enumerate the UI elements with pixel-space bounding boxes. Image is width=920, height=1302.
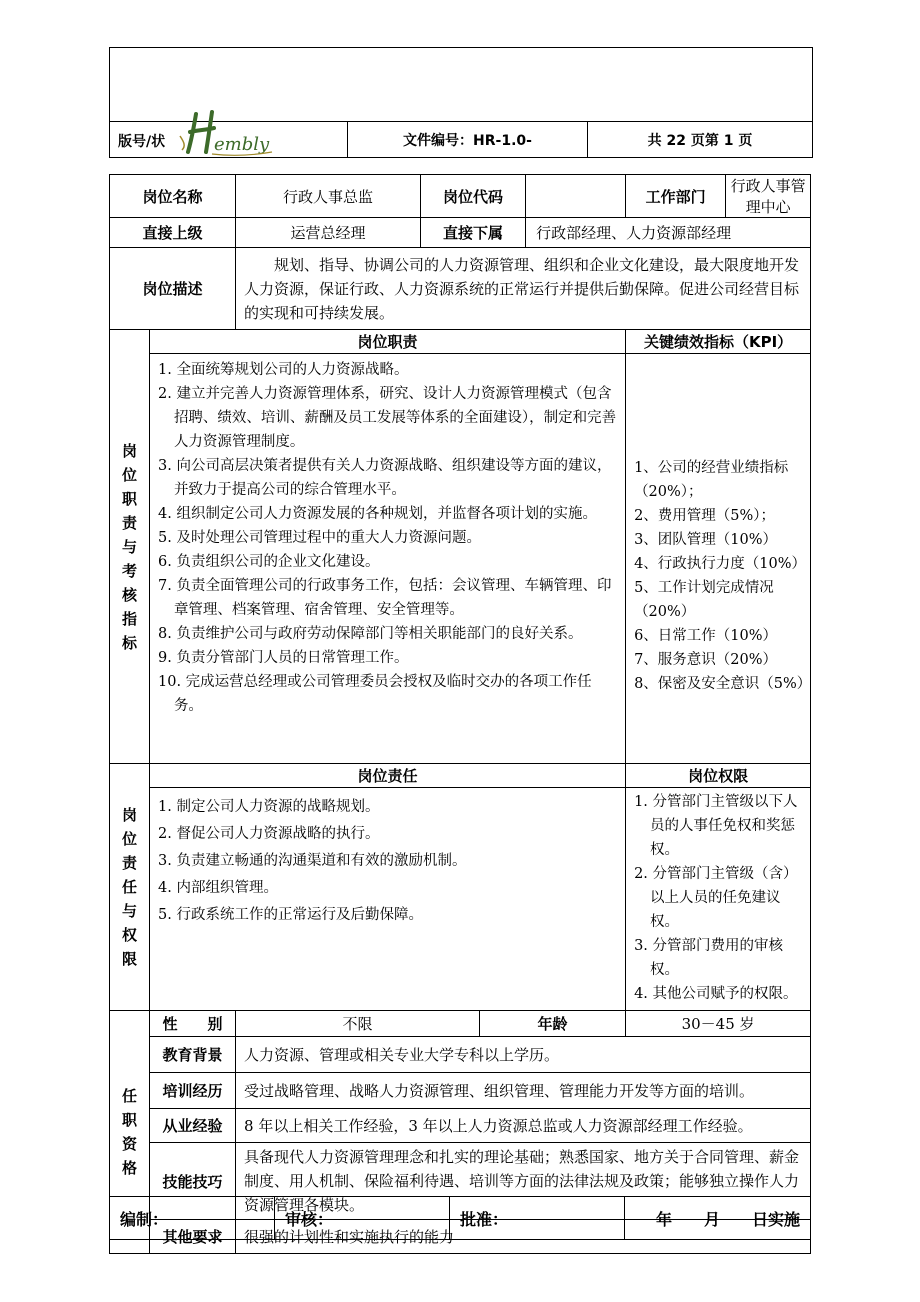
resp-item: 4. 内部组织管理。 <box>158 880 278 896</box>
duty-item: 7. 负责全面管理公司的行政事务工作，包括：会议管理、车辆管理、印章管理、档案管理、宿舍管理、安全管理等。 <box>158 578 612 618</box>
resp-header: 岗位责任 <box>150 764 626 788</box>
duties-header: 岗位职责 <box>150 330 626 354</box>
resp-item: 2. 督促公司人力资源战略的执行。 <box>158 826 380 842</box>
qual-side-label: 任职资格 <box>122 1087 138 1177</box>
job-code-value <box>526 175 626 218</box>
duty-item: 1. 全面统筹规划公司的人力资源战略。 <box>158 362 409 378</box>
editor-label: 编制： <box>110 1197 275 1240</box>
kpi-item: 3、团队管理（10%） <box>634 532 778 548</box>
duties-list <box>150 354 625 722</box>
dept-value: 行政人事管理中心 <box>726 175 811 218</box>
resp-list-cell <box>150 788 626 1011</box>
version-cell <box>110 122 348 158</box>
gender-label: 性 别 <box>150 1011 236 1037</box>
auth-list <box>626 788 810 1010</box>
duties-side-label-cell <box>110 330 150 764</box>
approver-label: 批准： <box>450 1197 625 1240</box>
version-label: 版号/状 <box>118 134 166 150</box>
kpi-item: 2、费用管理（5%）； <box>634 508 776 524</box>
education-value: 人力资源、管理或相关专业大学专科以上学历。 <box>236 1037 811 1073</box>
duties-side-label: 岗位职责与考核指标 <box>122 441 138 652</box>
effective-date-label: 年 月 日实施 <box>625 1197 811 1240</box>
duty-item: 3. 向公司高层决策者提供有关人力资源战略、组织建设等方面的建议，并致力于提高公司的综合管理水平。 <box>158 458 612 498</box>
resp-side-label: 岗位责任与权限 <box>122 806 138 968</box>
kpi-header: 关键绩效指标（KPI） <box>626 330 811 354</box>
duty-item: 9. 负责分管部门人员的日常管理工作。 <box>158 650 409 666</box>
subordinate-value: 行政部经理、人力资源部经理 <box>526 218 811 248</box>
experience-value: 8 年以上相关工作经验，3 年以上人力资源总监或人力资源部经理工作经验。 <box>236 1109 811 1143</box>
superior-label: 直接上级 <box>110 218 236 248</box>
other-value: 很强的计划性和实施执行的能力 <box>236 1220 811 1254</box>
auth-item: 3. 分管部门费用的审核权。 <box>634 938 784 978</box>
job-name-label: 岗位名称 <box>110 175 236 218</box>
kpi-item: 6、日常工作（10%） <box>634 628 778 644</box>
superior-value: 运营总经理 <box>236 218 421 248</box>
kpi-item: 4、行政执行力度（10%） <box>634 556 807 572</box>
kpi-item: 7、服务意识（20%） <box>634 652 778 668</box>
duty-item: 8. 负责维护公司与政府劳动保障部门等相关职能部门的良好关系。 <box>158 626 583 642</box>
auth-item: 1. 分管部门主管级以下人员的人事任免权和奖惩权。 <box>634 794 798 858</box>
duty-item: 4. 组织制定公司人力资源发展的各种规划，并监督各项计划的实施。 <box>158 506 597 522</box>
job-name-value: 行政人事总监 <box>236 175 421 218</box>
page-info: 共 22 页第 1 页 <box>588 122 813 158</box>
auth-item: 2. 分管部门主管级（含）以上人员的任免建议权。 <box>634 866 798 930</box>
education-label: 教育背景 <box>150 1037 236 1073</box>
job-code-label: 岗位代码 <box>421 175 526 218</box>
company-logo <box>174 106 274 158</box>
experience-label: 从业经验 <box>150 1109 236 1143</box>
duty-item: 6. 负责组织公司的企业文化建设。 <box>158 554 380 570</box>
svg-text:embly: embly <box>214 134 270 155</box>
job-description-form <box>109 174 811 1254</box>
kpi-list <box>626 452 810 700</box>
skills-label: 技能技巧 <box>150 1143 236 1220</box>
training-label: 培训经历 <box>150 1073 236 1109</box>
skills-value: 具备现代人力资源管理理念和扎实的理论基础；熟悉国家、地方关于合同管理、薪金制度、用人机制、保险福利待遇、培训等方面的法律法规及政策；能够独立操作人力资源管理各模块。 <box>236 1143 811 1220</box>
desc-label: 岗位描述 <box>110 248 236 330</box>
reviewer-label: 审核： <box>275 1197 450 1240</box>
gender-value: 不限 <box>236 1011 480 1037</box>
auth-item: 4. 其他公司赋予的权限。 <box>634 986 798 1002</box>
approval-footer <box>109 1196 811 1240</box>
auth-list-cell <box>626 788 811 1011</box>
kpi-item: 8、保密及安全意识（5%） <box>634 676 812 692</box>
doc-number: 文件编号：HR-1.0- <box>348 122 588 158</box>
duty-item: 5. 及时处理公司管理过程中的重大人力资源问题。 <box>158 530 481 546</box>
duties-list-cell <box>150 354 626 764</box>
training-value: 受过战略管理、战略人力资源管理、组织管理、管理能力开发等方面的培训。 <box>236 1073 811 1109</box>
auth-header: 岗位权限 <box>626 764 811 788</box>
resp-item: 1. 制定公司人力资源的战略规划。 <box>158 799 380 815</box>
kpi-list-cell <box>626 354 811 764</box>
resp-list <box>150 788 625 933</box>
other-label: 其他要求 <box>150 1220 236 1254</box>
age-label: 年龄 <box>480 1011 626 1037</box>
resp-item: 5. 行政系统工作的正常运行及后勤保障。 <box>158 907 423 923</box>
resp-side-label-cell <box>110 764 150 1011</box>
duty-item: 10. 完成运营总经理或公司管理委员会授权及临时交办的各项工作任务。 <box>158 674 592 714</box>
kpi-item: 1、公司的经营业绩指标（20%）； <box>634 460 789 500</box>
kpi-item: 5、工作计划完成情况（20%） <box>634 580 774 620</box>
age-value: 30－45 岁 <box>626 1011 811 1037</box>
dept-label: 工作部门 <box>626 175 726 218</box>
desc-value: 规划、指导、协调公司的人力资源管理、组织和企业文化建设，最大限度地开发人力资源，保证行政、人力资源系统的正常运行并提供后勤保障。促进公司经营目标的实现和可持续发展。 <box>236 248 811 330</box>
subordinate-label: 直接下属 <box>421 218 526 248</box>
resp-item: 3. 负责建立畅通的沟通渠道和有效的激励机制。 <box>158 853 467 869</box>
document-header <box>109 47 813 158</box>
duty-item: 2. 建立并完善人力资源管理体系，研究、设计人力资源管理模式（包含招聘、绩效、培训、薪酬及员工发展等体系的全面建设），制定和完善人力资源管理制度。 <box>158 386 617 450</box>
